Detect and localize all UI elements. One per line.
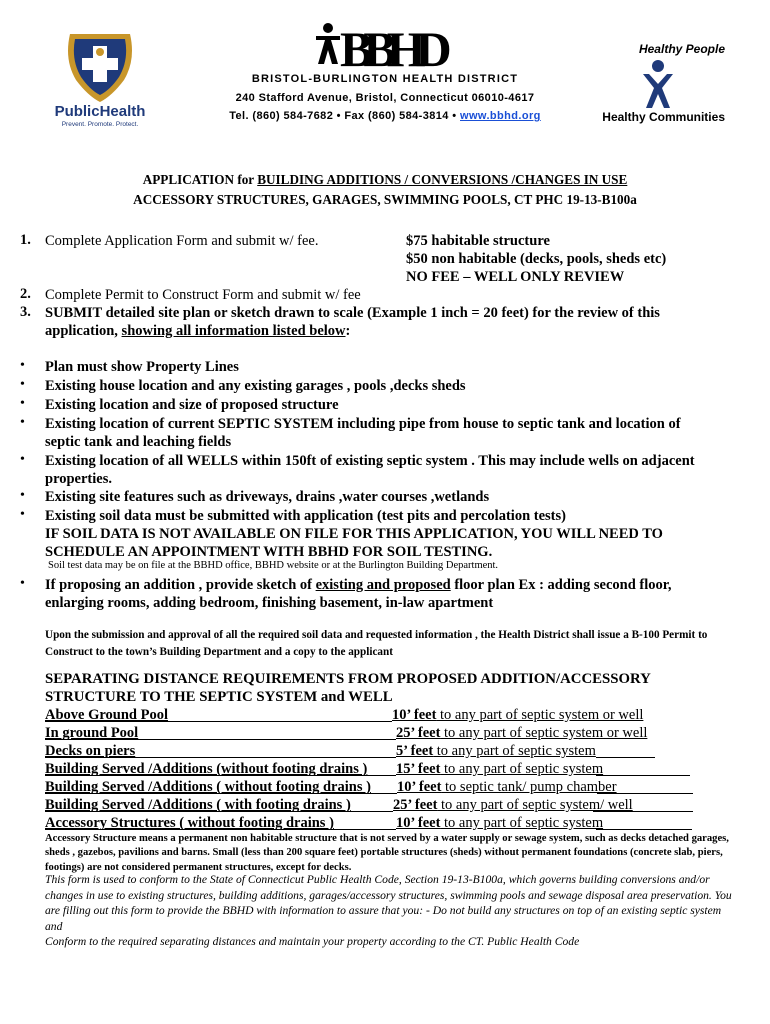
bullet-soil-line1: Existing soil data must be submitted with application (test pits and percolation tests) bbox=[45, 508, 566, 524]
step1-text: Complete Application Form and submit w/ fee. bbox=[45, 233, 319, 249]
fee-habitable: $75 habitable structure bbox=[406, 233, 550, 249]
distance-description: to septic tank/ pump chamber bbox=[441, 779, 617, 795]
bullet-icon: • bbox=[20, 377, 25, 392]
addition-line1-start: If proposing an addition , provide sketch of bbox=[45, 577, 312, 593]
conformance-paragraph1: This form is used to conform to the State of Connecticut Public Health Code, Section 19-13-B100a, which governs building conversions and/or changes in use to existing structures, building additions, garages/accessory structures, swimming pools and sewage disposal area preservation. You are filling out this form to provide the BBHD with information to assure that you: - Do not build any structures on top of an existing septic system and bbox=[45, 873, 732, 933]
distance-structure-label: Accessory Structures ( without footing drains ) bbox=[45, 815, 334, 831]
step1-number: 1. bbox=[20, 232, 31, 248]
title-prefix: APPLICATION for bbox=[142, 172, 254, 187]
district-address: 240 Stafford Avenue, Bristol, Connecticut 06010-4617 bbox=[235, 92, 535, 104]
distance-structure-label: Above Ground Pool bbox=[45, 707, 169, 723]
bullet-soil-line2: IF SOIL DATA IS NOT AVAILABLE ON FILE FOR THIS APPLICATION, YOU WILL NEED TO bbox=[45, 526, 663, 542]
contact-line bbox=[200, 110, 570, 122]
label-underline-fill bbox=[45, 757, 396, 758]
distance-structure-label: In ground Pool bbox=[45, 725, 139, 741]
public-health-logo bbox=[40, 30, 160, 130]
distance-value bbox=[396, 814, 603, 832]
title-line1: BUILDING ADDITIONS / CONVERSIONS /CHANGES IN USE bbox=[257, 172, 628, 187]
bullet-wells-line1: Existing location of all WELLS within 150ft of existing septic system . This may include wells on adjacent bbox=[45, 453, 695, 469]
conformance-paragraph2: Conform to the required separating distances and maintain your property according to the CT. Public Health Code bbox=[45, 935, 580, 948]
value-underline-fill bbox=[596, 757, 655, 758]
fee-well-review: NO FEE – WELL ONLY REVIEW bbox=[406, 269, 625, 285]
distance-feet: 25’ feet bbox=[393, 797, 438, 813]
bullet-septic-line2: septic tank and leaching fields bbox=[45, 434, 232, 450]
distance-feet: 10’ feet bbox=[397, 779, 442, 795]
value-underline-fill bbox=[597, 793, 693, 794]
distance-row bbox=[45, 724, 745, 742]
bullet-property-lines: Plan must show Property Lines bbox=[45, 359, 239, 375]
distance-value bbox=[396, 760, 603, 778]
distance-row bbox=[45, 814, 745, 832]
addition-line1-end: floor plan Ex : adding second floor, bbox=[454, 577, 672, 593]
distance-feet: 15’ feet bbox=[396, 761, 441, 777]
distance-row bbox=[45, 706, 745, 724]
distance-feet: 10’ feet bbox=[396, 815, 441, 831]
distance-value bbox=[396, 742, 596, 760]
distance-description: to any part of septic system bbox=[440, 761, 604, 777]
value-underline-fill bbox=[593, 811, 693, 812]
heading-line1: SEPARATING DISTANCE REQUIREMENTS FROM PROPOSED ADDITION/ACCESSORY bbox=[45, 671, 651, 687]
distance-description: to any part of septic system bbox=[440, 815, 604, 831]
bullet-icon: • bbox=[20, 415, 25, 430]
bullet-proposed-structure: Existing location and size of proposed structure bbox=[45, 397, 339, 413]
soil-test-note: Soil test data may be on file at the BBHD office, BBHD website or at the Burlington Building Department. bbox=[48, 560, 499, 571]
step3-line2 bbox=[45, 322, 350, 340]
step3-line2-colon: : bbox=[345, 323, 351, 339]
bbhd-logo bbox=[310, 18, 470, 73]
application-title bbox=[0, 170, 770, 210]
website-link[interactable]: www.bbhd.org bbox=[460, 110, 541, 122]
healthy-communities-tagline: Healthy Communities bbox=[602, 110, 725, 124]
label-underline-fill bbox=[45, 829, 396, 830]
svg-text:PublicHealth: PublicHealth bbox=[54, 103, 146, 120]
bullet-addition-line1 bbox=[45, 576, 671, 594]
value-underline-fill bbox=[596, 829, 692, 830]
bullet-site-features: Existing site features such as driveways, drains ,water courses ,wetlands bbox=[45, 489, 490, 505]
bullet-icon: • bbox=[20, 507, 25, 522]
distance-feet: 5’ feet bbox=[396, 743, 434, 759]
bullet-icon: • bbox=[20, 452, 25, 467]
distance-value bbox=[392, 706, 643, 724]
step3-line2-underlined: showing all information listed below bbox=[121, 323, 346, 339]
value-underline-fill bbox=[596, 775, 690, 776]
label-underline-fill bbox=[45, 739, 396, 740]
step3-line2-start: application, bbox=[45, 323, 118, 339]
distance-description: to any part of septic system or well bbox=[436, 707, 644, 723]
label-underline-fill bbox=[45, 811, 393, 812]
distance-description: to any part of septic system bbox=[433, 743, 596, 759]
step3-line1: SUBMIT detailed site plan or sketch drawn to scale (Example 1 inch = 20 feet) for the review of this bbox=[45, 305, 660, 321]
healthy-people-tagline: Healthy People bbox=[638, 42, 725, 56]
bullet-soil-line3: SCHEDULE AN APPOINTMENT WITH BBHD FOR SOIL TESTING. bbox=[45, 544, 493, 560]
label-underline-fill bbox=[45, 721, 392, 722]
distance-row bbox=[45, 742, 745, 760]
distance-row bbox=[45, 778, 745, 796]
addition-line1-underlined: existing and proposed bbox=[315, 577, 451, 593]
bullet-icon: • bbox=[20, 396, 25, 411]
bullet-existing-house: Existing house location and any existing garages , pools ,decks sheds bbox=[45, 378, 466, 394]
svg-text:Prevent. Promote. Protect.: Prevent. Promote. Protect. bbox=[61, 121, 139, 128]
district-name: BRISTOL-BURLINGTON HEALTH DISTRICT bbox=[251, 73, 519, 85]
title-line2: ACCESSORY STRUCTURES, GARAGES, SWIMMING POOLS, CT PHC 19-13-B100a bbox=[133, 192, 637, 207]
svg-text:BBHD: BBHD bbox=[340, 21, 442, 73]
person-icon bbox=[643, 60, 673, 108]
label-underline-fill bbox=[45, 775, 396, 776]
distance-row bbox=[45, 796, 745, 814]
fee-non-habitable: $50 non habitable (decks, pools, sheds etc) bbox=[406, 251, 667, 267]
distance-row bbox=[45, 760, 745, 778]
distance-structure-label: Building Served /Additions ( with footing drains ) bbox=[45, 797, 351, 813]
distance-feet: 10’ feet bbox=[392, 707, 437, 723]
distance-value bbox=[397, 778, 617, 796]
accessory-structure-note: Accessory Structure means a permanent non habitable structure that is not served by a water supply or sewage system, such as decks detached garages, sheds , gazebos, pavilions and barns. Small (less than 200 square feet) portable structures (sheds) without permanent foundations (concrete slab, piers, footings) are not considered permanent structures, except for decks. bbox=[45, 833, 729, 873]
step2-text: Complete Permit to Construct Form and submit w/ fee bbox=[45, 287, 361, 303]
distance-structure-label: Building Served /Additions (without footing drains ) bbox=[45, 761, 368, 777]
bullet-wells-line2: properties. bbox=[45, 471, 112, 487]
approval-paragraph: Upon the submission and approval of all the required soil data and requested information , the Health District shall issue a B-100 Permit to Construct to the town’s Building Department and a copy to the applicant bbox=[45, 629, 708, 658]
distance-feet: 25’ feet bbox=[396, 725, 441, 741]
heading-line2: STRUCTURE TO THE SEPTIC SYSTEM and WELL bbox=[45, 689, 393, 705]
bullet-icon: • bbox=[20, 576, 25, 591]
bullet-icon: • bbox=[20, 488, 25, 503]
distance-description: to any part of septic system/ well bbox=[437, 797, 633, 813]
conformance-note bbox=[45, 872, 735, 950]
step2-number: 2. bbox=[20, 286, 31, 302]
bullet-icon: • bbox=[20, 358, 25, 373]
label-underline-fill bbox=[45, 793, 397, 794]
distance-structure-label: Building Served /Additions ( without footing drains ) bbox=[45, 779, 371, 795]
distance-description: to any part of septic system or well bbox=[440, 725, 648, 741]
distance-structure-label: Decks on piers bbox=[45, 743, 136, 759]
distance-value bbox=[396, 724, 647, 742]
letterhead bbox=[0, 0, 770, 135]
bullet-addition-line2: enlarging rooms, adding bedroom, finishing basement, in-law apartment bbox=[45, 595, 494, 611]
step3-number: 3. bbox=[20, 304, 31, 320]
separating-distance-heading bbox=[45, 670, 651, 706]
bullet-septic-line1: Existing location of current SEPTIC SYSTEM including pipe from house to septic tank and location of bbox=[45, 416, 681, 432]
phone-fax: Tel. (860) 584-7682 • Fax (860) 584-3814 • bbox=[229, 110, 457, 122]
